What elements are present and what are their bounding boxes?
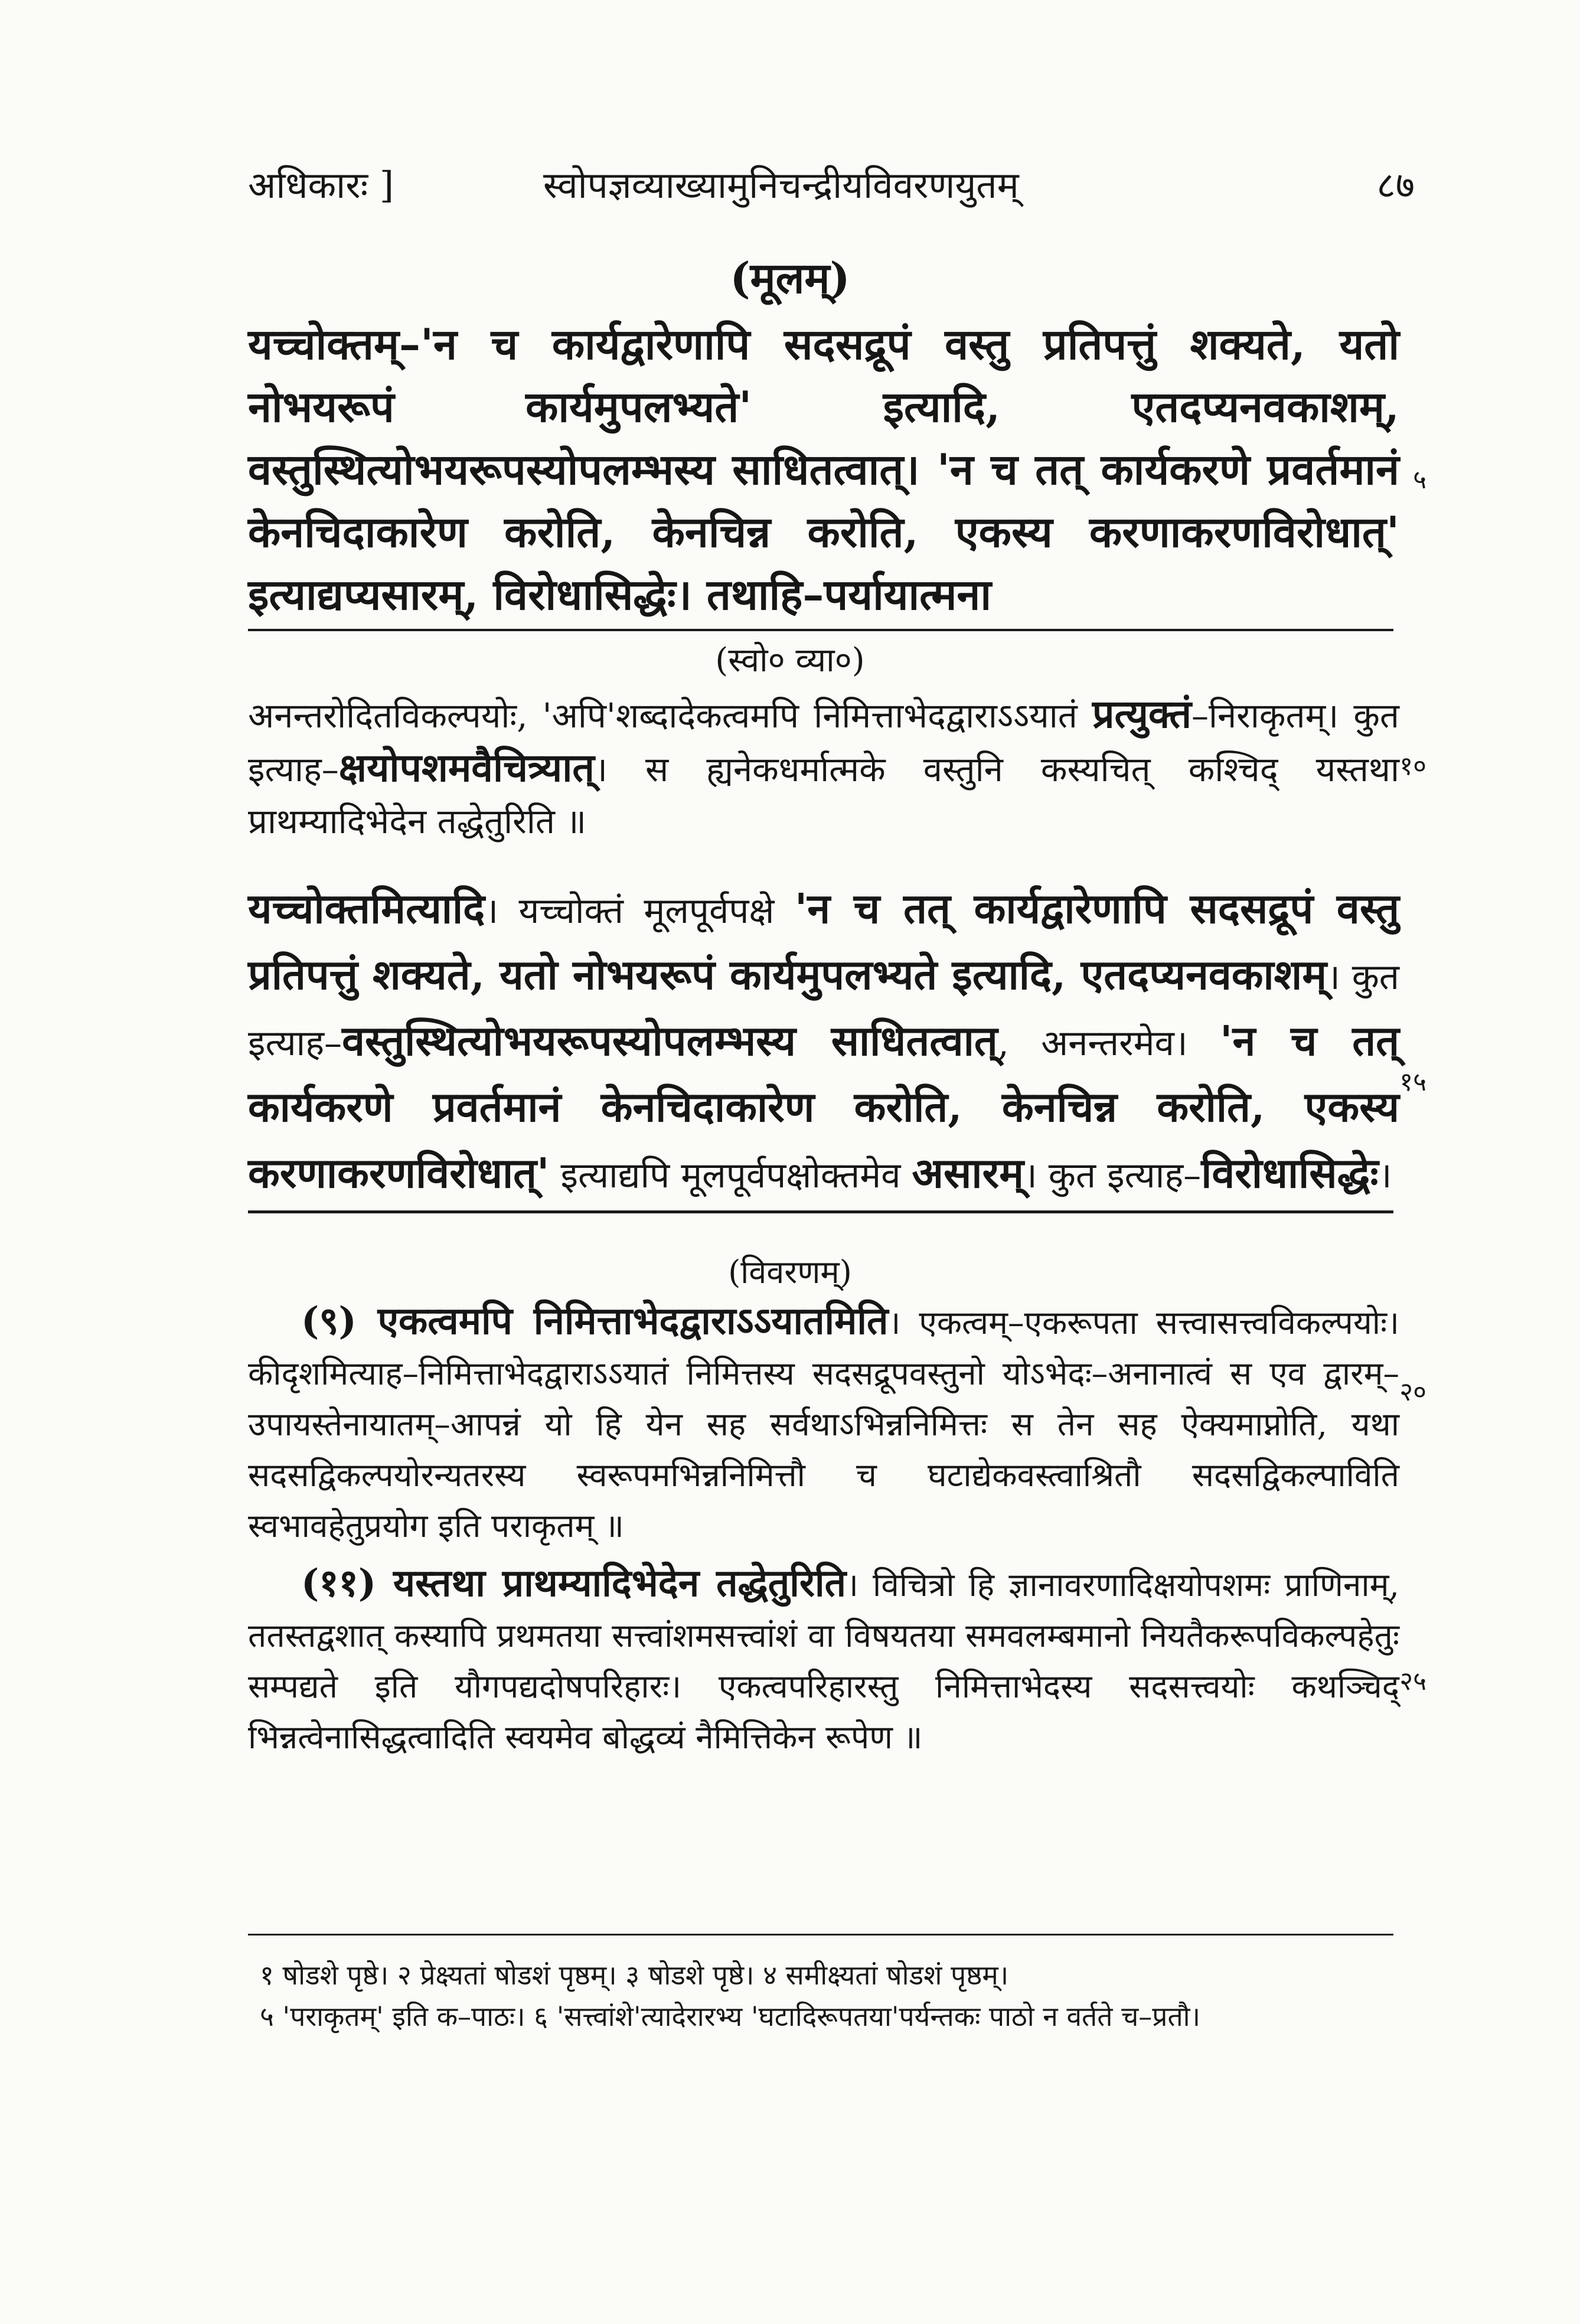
line-number: १५ — [1399, 1067, 1426, 1097]
page-number: ८७ — [1376, 164, 1415, 207]
vyakhya-paragraph-2 — [248, 877, 1399, 1207]
bold-lemma: (११) यस्तथा प्राथम्यादिभेदेन तद्धेतुरिति — [301, 1561, 847, 1605]
line-number: ५ — [1413, 465, 1426, 495]
footnote-line: ५ 'पराकृतम्' इति क–पाठः। ६ 'सत्त्वांशे'त्यादेरारभ्य 'घटादिरूपतया'पर्यन्तकः पाठो न वर्तते च–प्रतौ। — [260, 2000, 1201, 2032]
text-span: –निराकृतम्। कुत इत्याह– — [248, 696, 1399, 789]
line-number: १० — [1399, 751, 1426, 781]
text-span: । यच्चोक्तं मूलपूर्वपक्षे — [485, 890, 795, 932]
vivarana-heading: (विवरणम्) — [728, 1254, 852, 1291]
page-header — [248, 148, 1415, 213]
divider-rule — [248, 1210, 1393, 1213]
text-span: । स ह्यनेकधर्मात्मके वस्तुनि कस्यचित् कश्चिद् यस्तथा प्राथम्यादिभेदेन तद्धेतुरिति ॥ — [248, 749, 1399, 841]
header-section-label: अधिकारः ] — [248, 164, 394, 207]
vivarana-paragraph-2 — [248, 1558, 1399, 1762]
bold-term: वस्तुस्थित्योभयरूपस्योपलम्भस्य साधितत्वात् — [342, 1016, 998, 1065]
header-running-title: स्वोपज्ञव्याख्यामुनिचन्द्रीयविवरणयुतम् — [543, 164, 1019, 207]
text-span: । विचित्रो हि ज्ञानावरणादिक्षयोपशमः प्राणिनाम्, ततस्तद्वशात् कस्यापि प्रथमतया सत्त्वांशमसत्त्वांशं वा विषयतया समवलम्बमानो नियतैकरूपविकल्पहेतुः सम्पद्यते इति यौगपद्यदोषपरिहारः। एकत्वपरिहारस्तु निमित्ताभेदस्य सदसत्त्वयोः कथञ्चिद् भिन्नत्वेनासिद्धत्वादिति स्वयमेव बोद्धव्यं नैमित्तिकेन रूपेण ॥ — [248, 1566, 1400, 1756]
bold-term: यच्चोक्तमित्यादि — [248, 884, 485, 933]
mula-heading: (मूलम्) — [730, 253, 850, 303]
vyakhya-heading: (स्वो० व्या०) — [715, 641, 865, 680]
line-number: २० — [1399, 1377, 1426, 1407]
bold-term: क्षयोपशमवैचित्र्यात् — [338, 745, 595, 791]
vyakhya-paragraph-1 — [248, 688, 1399, 847]
text-span: इत्याद्यपि मूलपूर्वपक्षोक्तमेव — [549, 1155, 912, 1196]
text-span: । कुत इत्याह– — [1023, 1155, 1202, 1196]
vivarana-paragraph-1 — [248, 1296, 1399, 1551]
text-span: , अनन्तरमेव। — [997, 1023, 1220, 1064]
footnotes — [260, 1954, 1399, 2037]
text-span: अनन्तरोदितविकल्पयोः, 'अपि'शब्दादेकत्वमपि निमित्ताभेदद्वाराऽऽयातं — [248, 696, 1092, 736]
divider-rule — [248, 629, 1393, 631]
bold-term: प्रत्युक्तं — [1092, 691, 1191, 737]
mula-text: यच्चोक्तम्–'न च कार्यद्वारेणापि सदसद्रूपं वस्तु प्रतिपत्तुं शक्यते, यतो नोभयरूपं कार्यमुपलभ्यते' इत्यादि, एतदप्यनवकाशम्, वस्तुस्थित्योभयरूपस्योपलम्भस्य साधितत्वात्। 'न च तत् कार्यकरणे प्रवर्तमानं केनचिदाकारेण करोति, केनचिन्न करोति, एकस्य करणाकरणविरोधात्' इत्याद्यप्यसारम्, विरोधासिद्धेः। तथाहि–पर्यायात्मना — [248, 319, 1399, 619]
bold-quote: 'न च तत् कार्यकरणे प्रवर्तमानं केनचिदाकारेण करोति, केनचिन्न करोति, एकस्य करणाकरणविरोधात्' — [248, 1016, 1399, 1197]
text-span: । — [1378, 1155, 1392, 1196]
bold-term: असारम् — [912, 1148, 1024, 1197]
text-span: । एकत्वम्–एकरूपता सत्त्वासत्त्वविकल्पयोः। कीदृशमित्याह–निमित्ताभेदद्वाराऽऽयातं निमित्तस्य सदसद्रूपवस्तुनो योऽभेदः–अनानात्वं स एव द्वारम्–उपायस्तेनायातम्–आपन्नं यो हि येन सह सर्वथाऽभिन्ननिमित्तः स तेन सह ऐक्यमाप्नोति, यथा सदसद्विकल्पयोरन्यतरस्य स्वरूपमभिन्ननिमित्तौ च घटाद्येकवस्त्वाश्रितौ सदसद्विकल्पाविति स्वभावहेतुप्रयोग इति पराकृतम् ॥ — [248, 1304, 1399, 1545]
bold-term: विरोधासिद्धेः — [1201, 1148, 1379, 1197]
text-span: । कुत इत्याह– — [248, 957, 1400, 1064]
bold-lemma: (९) एकत्वमपि निमित्ताभेदद्वाराऽऽयातमिति — [301, 1299, 889, 1343]
line-number: २५ — [1399, 1666, 1426, 1696]
bold-quote: 'न च तत् कार्यद्वारेणापि सदसद्रूपं वस्तु प्रतिपत्तुं शक्यते, यतो नोभयरूपं कार्यमुपलभ्यते इत्यादि, एतदप्यनवकाशम् — [248, 884, 1399, 999]
footnote-rule — [248, 1934, 1393, 1935]
footnote-line: १ षोडशे पृष्ठे। २ प्रेक्ष्यतां षोडशं पृष्ठम्। ३ षोडशे पृष्ठे। ४ समीक्ष्यतां षोडशं पृष्ठम्। — [260, 1959, 1009, 1991]
vivarana-body — [248, 1296, 1399, 1770]
